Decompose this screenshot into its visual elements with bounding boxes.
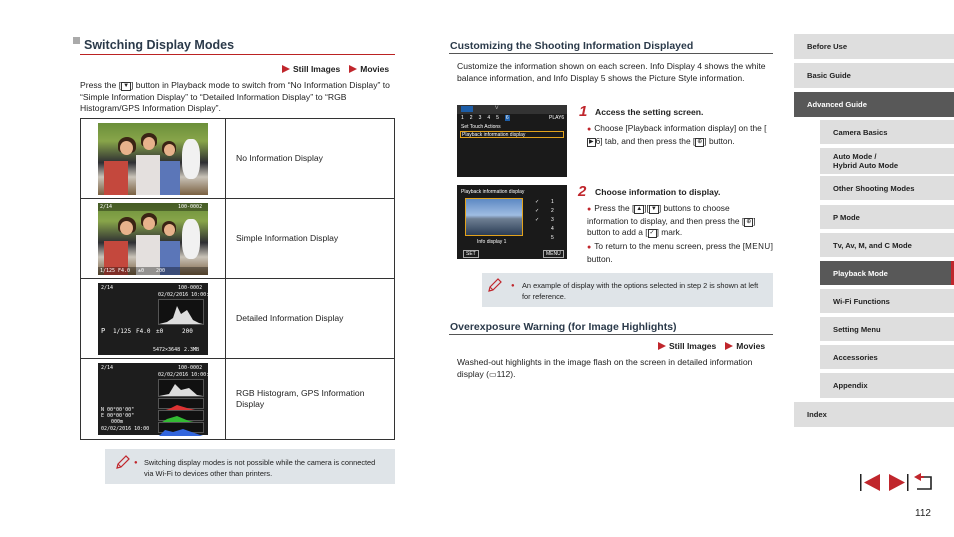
triangle-icon	[349, 65, 357, 73]
set-button-icon: SET	[463, 250, 479, 258]
photo-detail	[143, 137, 155, 150]
triangle-icon	[725, 342, 733, 350]
tab-number: 3	[478, 115, 482, 121]
nav-p-mode[interactable]	[820, 205, 954, 229]
mode-image-cell	[81, 279, 226, 358]
section-rule	[449, 53, 773, 54]
checkmark-icon: ✓	[535, 199, 540, 205]
bullet-text: ] button to add a [	[587, 215, 756, 237]
page-number: 112	[915, 508, 931, 519]
mode-image-cell	[81, 359, 226, 439]
nav-before-use[interactable]	[794, 34, 954, 59]
gps-altitude: 000m	[111, 419, 124, 425]
photo-detail	[120, 221, 133, 235]
photo-detail	[182, 139, 200, 179]
photo-detail	[136, 155, 160, 195]
no-info-display-image	[98, 123, 208, 195]
photo-detail	[164, 144, 175, 156]
nav-wifi-functions[interactable]	[820, 289, 954, 313]
bullet-text: 6] tab, and then press the [	[595, 135, 696, 146]
checkmark-icon: ✓	[535, 217, 540, 223]
bullet-text: ] button.	[704, 135, 735, 146]
intro-text-1: Press the [	[80, 80, 122, 90]
mode-label: Detailed Information Display	[236, 313, 344, 323]
return-button[interactable]	[912, 473, 934, 492]
bullet-dot: ●	[587, 206, 592, 213]
bullet-text: ] mark.	[656, 227, 683, 237]
photo-detail	[143, 217, 155, 230]
nav-label: Other Shooting Modes	[833, 183, 915, 193]
gps-longitude: E 00°00'00"	[101, 413, 135, 419]
table-row	[81, 119, 394, 199]
bullet-text: Choose [Playback information display] on the [	[594, 123, 767, 133]
nav-label: Wi-Fi Functions	[833, 296, 890, 306]
checkmark-icon: ✓	[535, 208, 540, 214]
menu-item: Set Touch Actions	[461, 124, 501, 130]
info-numbers	[551, 199, 554, 241]
playback-tab-icon: ▶	[589, 138, 594, 145]
return-icon	[912, 473, 934, 492]
aperture-value: F4.0	[118, 267, 131, 274]
step-number: 1	[579, 103, 588, 120]
nav-label: P Mode	[833, 212, 860, 222]
next-page-icon	[887, 473, 909, 492]
nav-accessories[interactable]	[820, 345, 954, 369]
mode-label: No Information Display	[236, 153, 323, 163]
info-display-screen-image	[457, 185, 567, 259]
date-time: 02/02/2016 10:00:00	[158, 372, 216, 378]
shutter-value: 1/125	[113, 327, 132, 335]
info-number: 1	[551, 199, 554, 205]
triangle-icon	[658, 342, 666, 350]
bullet-text: Press the [	[594, 203, 635, 213]
image-counter: 2/14	[101, 284, 114, 291]
rgb-histogram-display-image	[98, 363, 216, 435]
note-text: An example of display with the options selected in step 2 is shown at left for reference.	[522, 281, 759, 301]
simple-info-display-image	[98, 203, 208, 275]
bullet-text: To return to the menu screen, press the [	[594, 241, 746, 251]
detailed-info-display-image	[98, 283, 216, 355]
step-title: Choose information to display.	[595, 187, 721, 197]
nav-label: Advanced Guide	[807, 100, 867, 109]
brightness-histogram	[158, 379, 204, 397]
screen-header: Playback information display	[461, 189, 525, 195]
date-time: 02/02/2016 10:00:00	[158, 291, 216, 298]
bullet-dot: ●	[134, 460, 138, 466]
nav-label: Camera Basics	[833, 127, 888, 137]
applicable-modes	[282, 64, 389, 74]
func-set-icon: ⊕	[697, 138, 703, 145]
display-modes-table	[80, 118, 395, 440]
nav-appendix[interactable]	[820, 373, 954, 398]
nav-label: Basic Guide	[807, 71, 851, 80]
note-text: Switching display modes is not possible while the camera is connected via Wi-Fi to devices other than printers.	[144, 458, 376, 478]
down-arrow-button-icon: ▼	[123, 83, 130, 89]
prev-page-icon	[860, 473, 882, 492]
info-display-label: Info display 1	[477, 239, 507, 245]
bullet-dot: ●	[587, 244, 592, 251]
info-number: 5	[551, 235, 554, 241]
prev-page-button[interactable]	[860, 473, 882, 492]
book-ref-icon: ▭	[489, 369, 497, 379]
file-size: 2.3MB	[184, 346, 200, 353]
tag-movies	[725, 341, 765, 351]
tag-still-images	[658, 341, 716, 351]
menu-screen-image	[457, 105, 567, 177]
nav-auto-mode[interactable]	[820, 148, 954, 174]
blue-histogram	[158, 422, 204, 433]
nav-setting-menu[interactable]	[820, 317, 954, 341]
nav-index[interactable]	[794, 402, 954, 427]
photo-detail	[104, 161, 128, 195]
gps-date: 02/02/2016 10:00	[101, 426, 150, 432]
preview-thumbnail	[465, 198, 523, 236]
menu-button-icon: MENU	[543, 250, 564, 258]
section-rule	[449, 334, 773, 335]
histogram-graph	[159, 427, 203, 436]
file-number: 100-0002	[178, 284, 203, 291]
tab-number: 2	[469, 115, 473, 121]
nav-basic-guide[interactable]	[794, 63, 954, 88]
mode-label: Simple Information Display	[236, 233, 339, 243]
bullet-dot: ●	[587, 126, 592, 133]
tag-movies	[349, 64, 389, 74]
image-counter: 2/14	[100, 203, 113, 210]
section-heading-customizing: Customizing the Shooting Information Displayed	[450, 40, 694, 52]
nav-advanced-guide[interactable]	[794, 92, 954, 117]
file-number: 100-0002	[178, 203, 203, 210]
pencil-note-icon	[487, 277, 503, 293]
exposure-value: ±0	[156, 327, 164, 335]
nav-label: Setting Menu	[833, 324, 881, 334]
note-box	[482, 273, 773, 307]
table-row	[81, 279, 394, 359]
triangle-icon	[282, 65, 290, 73]
title-marker	[73, 37, 80, 44]
page-title: Switching Display Modes	[84, 38, 235, 52]
file-number: 100-0002	[178, 365, 203, 371]
gps-latitude: N 00°00'00"	[101, 407, 135, 413]
image-counter: 2/14	[101, 365, 114, 371]
step2-bullet-2	[587, 241, 773, 265]
info-number: 2	[551, 208, 554, 214]
shooting-mode: P	[101, 326, 106, 335]
nav-label: Playback Mode	[833, 268, 888, 278]
histogram-graph	[159, 380, 203, 396]
menu-button-icon: MENU	[745, 242, 771, 251]
photo-detail	[160, 161, 180, 195]
step1-bullet	[587, 123, 773, 147]
step2-bullet-1: ● Press the [ ▲ ][ ▼ ] buttons to choose information to display, and then press the [ ⊕ ] button to add a [ ✓ ] mark.	[587, 203, 756, 237]
bullet-text: ] button.	[587, 241, 773, 264]
nav-label: Before Use	[807, 42, 848, 51]
mode-image-cell	[81, 199, 226, 278]
playback-tab-icon	[461, 106, 473, 112]
tab-number: 1	[461, 115, 464, 121]
section2-paragraph	[457, 357, 757, 380]
section1-paragraph: Customize the information shown on each screen. Info Display 4 shows the white balance information, and Info Display 5 shows the Picture Style information.	[457, 61, 766, 83]
photo-detail	[182, 219, 200, 259]
photo-detail	[164, 224, 175, 236]
mode-label: RGB Histogram, GPS Information Display	[236, 388, 365, 409]
tag-still-images	[282, 64, 340, 74]
exposure-value: ±0	[138, 267, 145, 274]
section-heading-overexposure: Overexposure Warning (for Image Highlights)	[450, 321, 677, 333]
tag-movies-label: Movies	[360, 64, 390, 74]
info-number: 4	[551, 226, 554, 232]
table-row	[81, 359, 394, 439]
step-number: 2	[578, 183, 587, 200]
nav-label: Index	[807, 410, 827, 419]
intro-paragraph	[80, 80, 398, 115]
applicable-modes	[658, 341, 765, 351]
tab-bar	[457, 105, 567, 114]
nav-other-shooting-modes[interactable]	[820, 176, 954, 200]
histogram-graph	[159, 300, 203, 324]
nav-label: Appendix	[833, 381, 868, 390]
tab-number-active: 6	[505, 115, 509, 121]
tag-movies-label: Movies	[736, 341, 766, 351]
red-histogram	[158, 398, 204, 409]
tag-still-label: Still Images	[293, 64, 341, 74]
nav-camera-basics[interactable]	[820, 120, 954, 144]
histogram	[158, 299, 204, 325]
info-number: 3	[551, 217, 554, 223]
tab-number: 5	[496, 115, 499, 121]
aperture-value: F4.0	[136, 327, 151, 335]
mode-image-cell	[81, 119, 226, 198]
tab-name: PLAY6	[549, 115, 565, 121]
nav-label: Tv, Av, M, and C Mode	[833, 240, 912, 250]
menu-item: Playback information display	[462, 132, 526, 138]
bullet-text: ] buttons to choose information to display, and then press the [	[587, 203, 745, 226]
nav-playback-mode[interactable]	[820, 261, 954, 285]
checkmark-icon: ✓	[649, 230, 655, 236]
step-title: Access the setting screen.	[595, 107, 704, 117]
next-page-button[interactable]	[887, 473, 909, 492]
shutter-value: 1/125	[100, 267, 116, 274]
nav-label: Accessories	[833, 352, 878, 362]
note-box	[105, 449, 395, 484]
down-arrow-button-icon: ▼	[650, 206, 657, 212]
tab-number: 4	[487, 115, 491, 121]
table-row	[81, 199, 394, 279]
image-size: 5472×3648	[153, 346, 181, 353]
photo-detail	[120, 141, 133, 155]
bullet-dot: ●	[511, 283, 515, 289]
intro-text-2: ] button in Playback mode to switch from “No Information Display” to “Simple Information Display” to “Detailed Information Display” to “RGB Histogram/GPS Information Display”.	[80, 80, 390, 113]
func-set-icon: ⊕	[746, 218, 752, 225]
pencil-note-icon	[115, 454, 131, 470]
tag-still-label: Still Images	[669, 341, 717, 351]
nav-label: Hybrid Auto Mode	[833, 161, 899, 170]
iso-value: 200	[156, 267, 166, 274]
section2-text: Washed-out highlights in the image flash on the screen in detailed information display (	[457, 357, 753, 379]
green-histogram	[158, 410, 204, 421]
nav-label: Auto Mode /	[833, 152, 877, 161]
page-reference-link[interactable]: 112).	[496, 368, 516, 379]
wrench-icon: ⴸ	[495, 105, 499, 111]
title-rule	[80, 54, 395, 55]
up-arrow-button-icon: ▲	[636, 206, 643, 212]
tab-numbers	[461, 115, 510, 121]
iso-value: 200	[182, 327, 193, 335]
nav-tv-av-m-c-mode[interactable]	[820, 233, 954, 257]
